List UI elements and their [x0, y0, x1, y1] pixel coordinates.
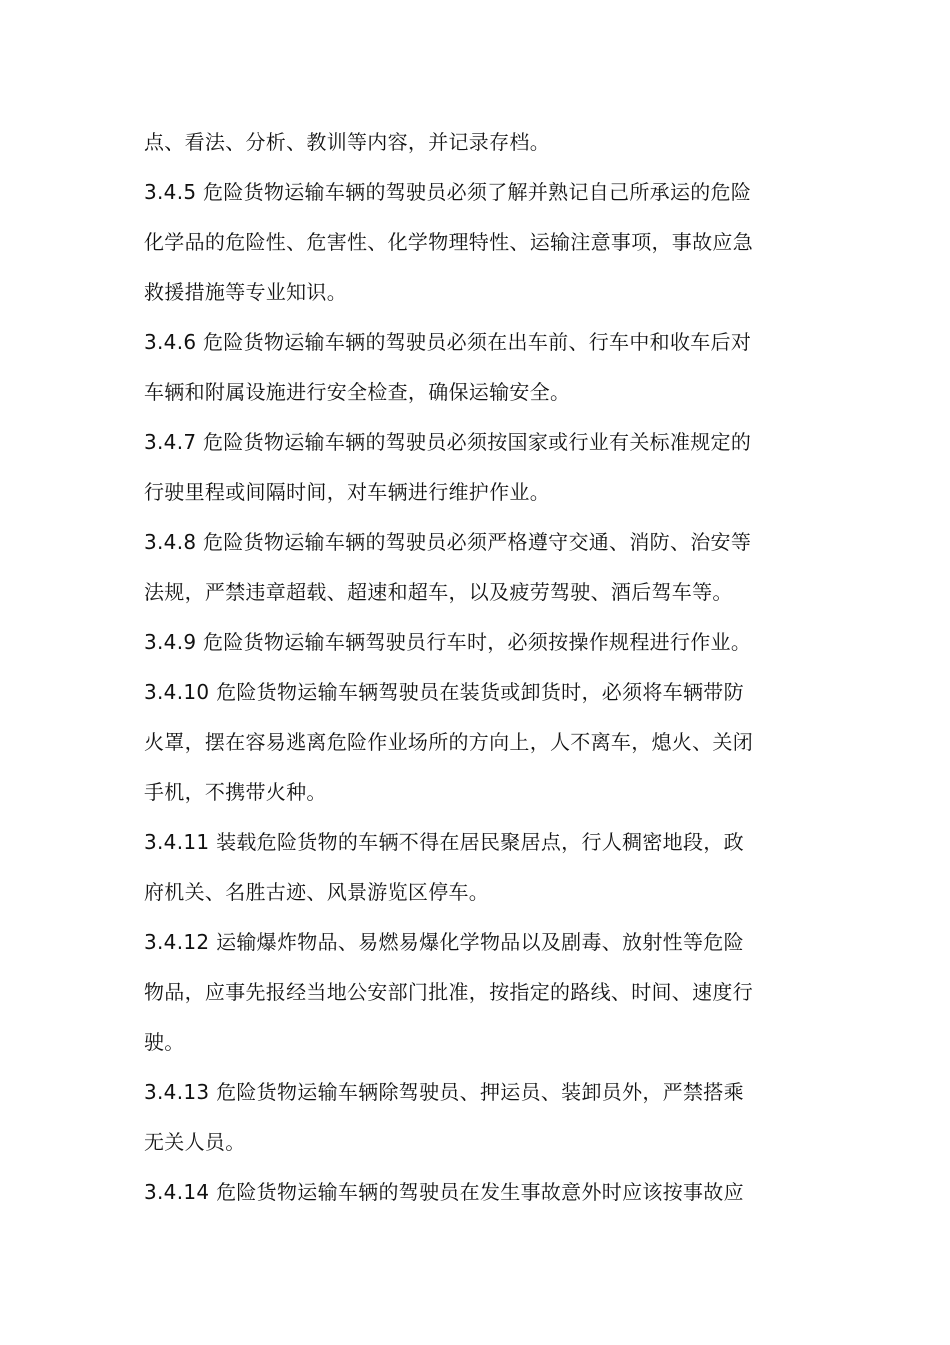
text-line: 3.4.12 运输爆炸物品、易燃易爆化学物品以及剧毒、放射性等危险 [144, 930, 744, 954]
text-line: 无关人员。 [144, 1130, 246, 1154]
text-line: 法规，严禁违章超载、超速和超车，以及疲劳驾驶、酒后驾车等。 [144, 580, 733, 604]
text-line: 3.4.11 装载危险货物的车辆不得在居民聚居点，行人稠密地段，政 [144, 830, 744, 854]
text-line: 3.4.6 危险货物运输车辆的驾驶员必须在出车前、行车中和收车后对 [144, 330, 752, 354]
text-line: 点、看法、分析、教训等内容，并记录存档。 [144, 130, 550, 154]
text-line: 驶。 [144, 1030, 185, 1054]
text-line: 3.4.7 危险货物运输车辆的驾驶员必须按国家或行业有关标准规定的 [144, 430, 752, 454]
text-line: 3.4.14 危险货物运输车辆的驾驶员在发生事故意外时应该按事故应 [144, 1180, 744, 1204]
text-line: 府机关、名胜古迹、风景游览区停车。 [144, 880, 490, 904]
text-line: 3.4.13 危险货物运输车辆除驾驶员、押运员、装卸员外，严禁搭乘 [144, 1080, 744, 1104]
text-line: 物品，应事先报经当地公安部门批准，按指定的路线、时间、速度行 [144, 980, 753, 1004]
text-line: 3.4.5 危险货物运输车辆的驾驶员必须了解并熟记自己所承运的危险 [144, 180, 752, 204]
text-line: 行驶里程或间隔时间，对车辆进行维护作业。 [144, 480, 550, 504]
text-line: 3.4.9 危险货物运输车辆驾驶员行车时，必须按操作规程进行作业。 [144, 630, 752, 654]
text-line: 手机，不携带火种。 [144, 780, 327, 804]
text-line: 火罩，摆在容易逃离危险作业场所的方向上，人不离车，熄火、关闭 [144, 730, 753, 754]
text-line: 3.4.8 危险货物运输车辆的驾驶员必须严格遵守交通、消防、治安等 [144, 530, 752, 554]
text-line: 车辆和附属设施进行安全检查，确保运输安全。 [144, 380, 571, 404]
text-line: 化学品的危险性、危害性、化学物理特性、运输注意事项，事故应急 [144, 230, 753, 254]
text-line: 救援措施等专业知识。 [144, 280, 347, 304]
text-line: 3.4.10 危险货物运输车辆驾驶员在装货或卸货时，必须将车辆带防 [144, 680, 744, 704]
